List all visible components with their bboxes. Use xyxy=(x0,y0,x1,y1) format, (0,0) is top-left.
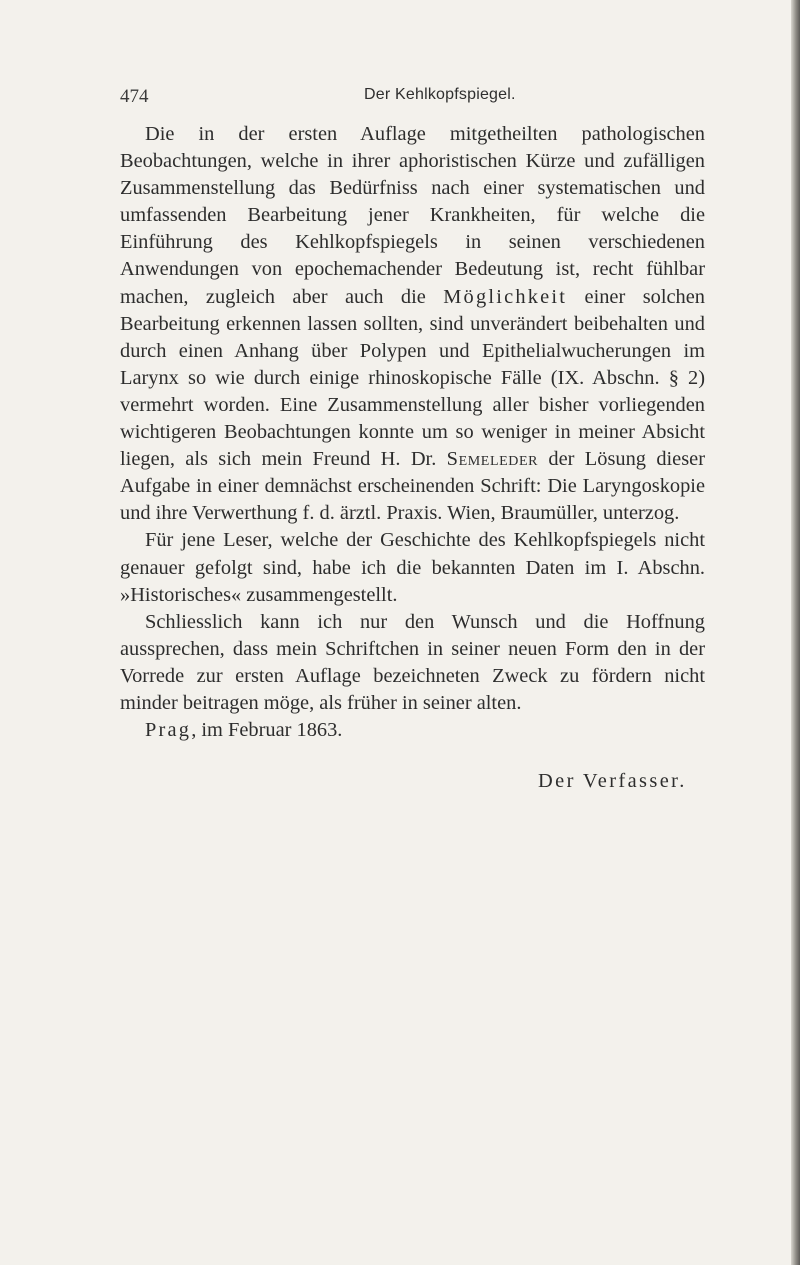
paragraph-4 xyxy=(120,717,705,744)
paragraph-1-part-b: einer solchen Bearbeitung erkennen lassen sollten, sind unverändert beibehalten und durch einen Anhang über Polypen und Epithelialwucherungen im Larynx so wie durch einige rhinoskopische Fälle (IX. Abschn. § 2) vermehrt worden. Eine Zusammenstellung aller bisher vorliegenden wichtigeren Beobachtungen konnte um so weniger in meiner Absicht liegen, als sich mein Freund H. Dr. xyxy=(120,285,705,471)
emphasis-moeglichkeit: Möglichkeit xyxy=(443,285,568,308)
page-number: 474 xyxy=(120,86,149,107)
place-name: Prag xyxy=(145,719,192,742)
page-edge-shadow xyxy=(791,0,800,1265)
author-name-semeleder: Semeleder xyxy=(446,448,539,471)
paragraph-1 xyxy=(120,121,705,527)
paragraph-1-part-c: der Lösung dieser Aufgabe in einer demnächst erscheinenden Schrift: Die Laryngoskopie und ihre Verwerthung f. d. ärztl. Praxis. Wien, Braumüller, unterzog. xyxy=(120,448,706,525)
paragraph-2: Für jene Leser, welche der Geschichte des Kehlkopfspiegels nicht genauer gefolgt sind, habe ich die bekannten Daten im I. Abschn. »Historisches« zusammengestellt. xyxy=(120,529,705,606)
running-head: Der Kehlkopfspiegel. xyxy=(364,86,516,103)
paragraph-3: Schliesslich kann ich nur den Wunsch und die Hoffnung aussprechen, dass mein Schriftchen in seiner neuen Form den in der Vorrede zur ersten Auflage bezeichneten Zweck zu fördern nicht minder beitragen möge, als früher in seiner alten. xyxy=(120,610,705,714)
signature: Der Verfasser. xyxy=(538,770,687,792)
date-line: , im Februar 1863. xyxy=(191,719,343,742)
preface-text xyxy=(120,121,705,744)
page-header xyxy=(120,86,720,110)
paragraph-1-part-a: Die in der ersten Auflage mitgetheilten pathologischen Beobachtungen, welche in ihrer aphoristischen Kürze und zufälligen Zusammenstellung das Bedürfniss nach einer systematischen und umfassenden Bearbeitung jener Krankheiten, für welche die Einführung des Kehlkopfspiegels in seinen verschiedenen Anwendungen von epochemachender Bedeutung ist, recht fühlbar machen, zugleich aber auch die xyxy=(120,123,705,308)
